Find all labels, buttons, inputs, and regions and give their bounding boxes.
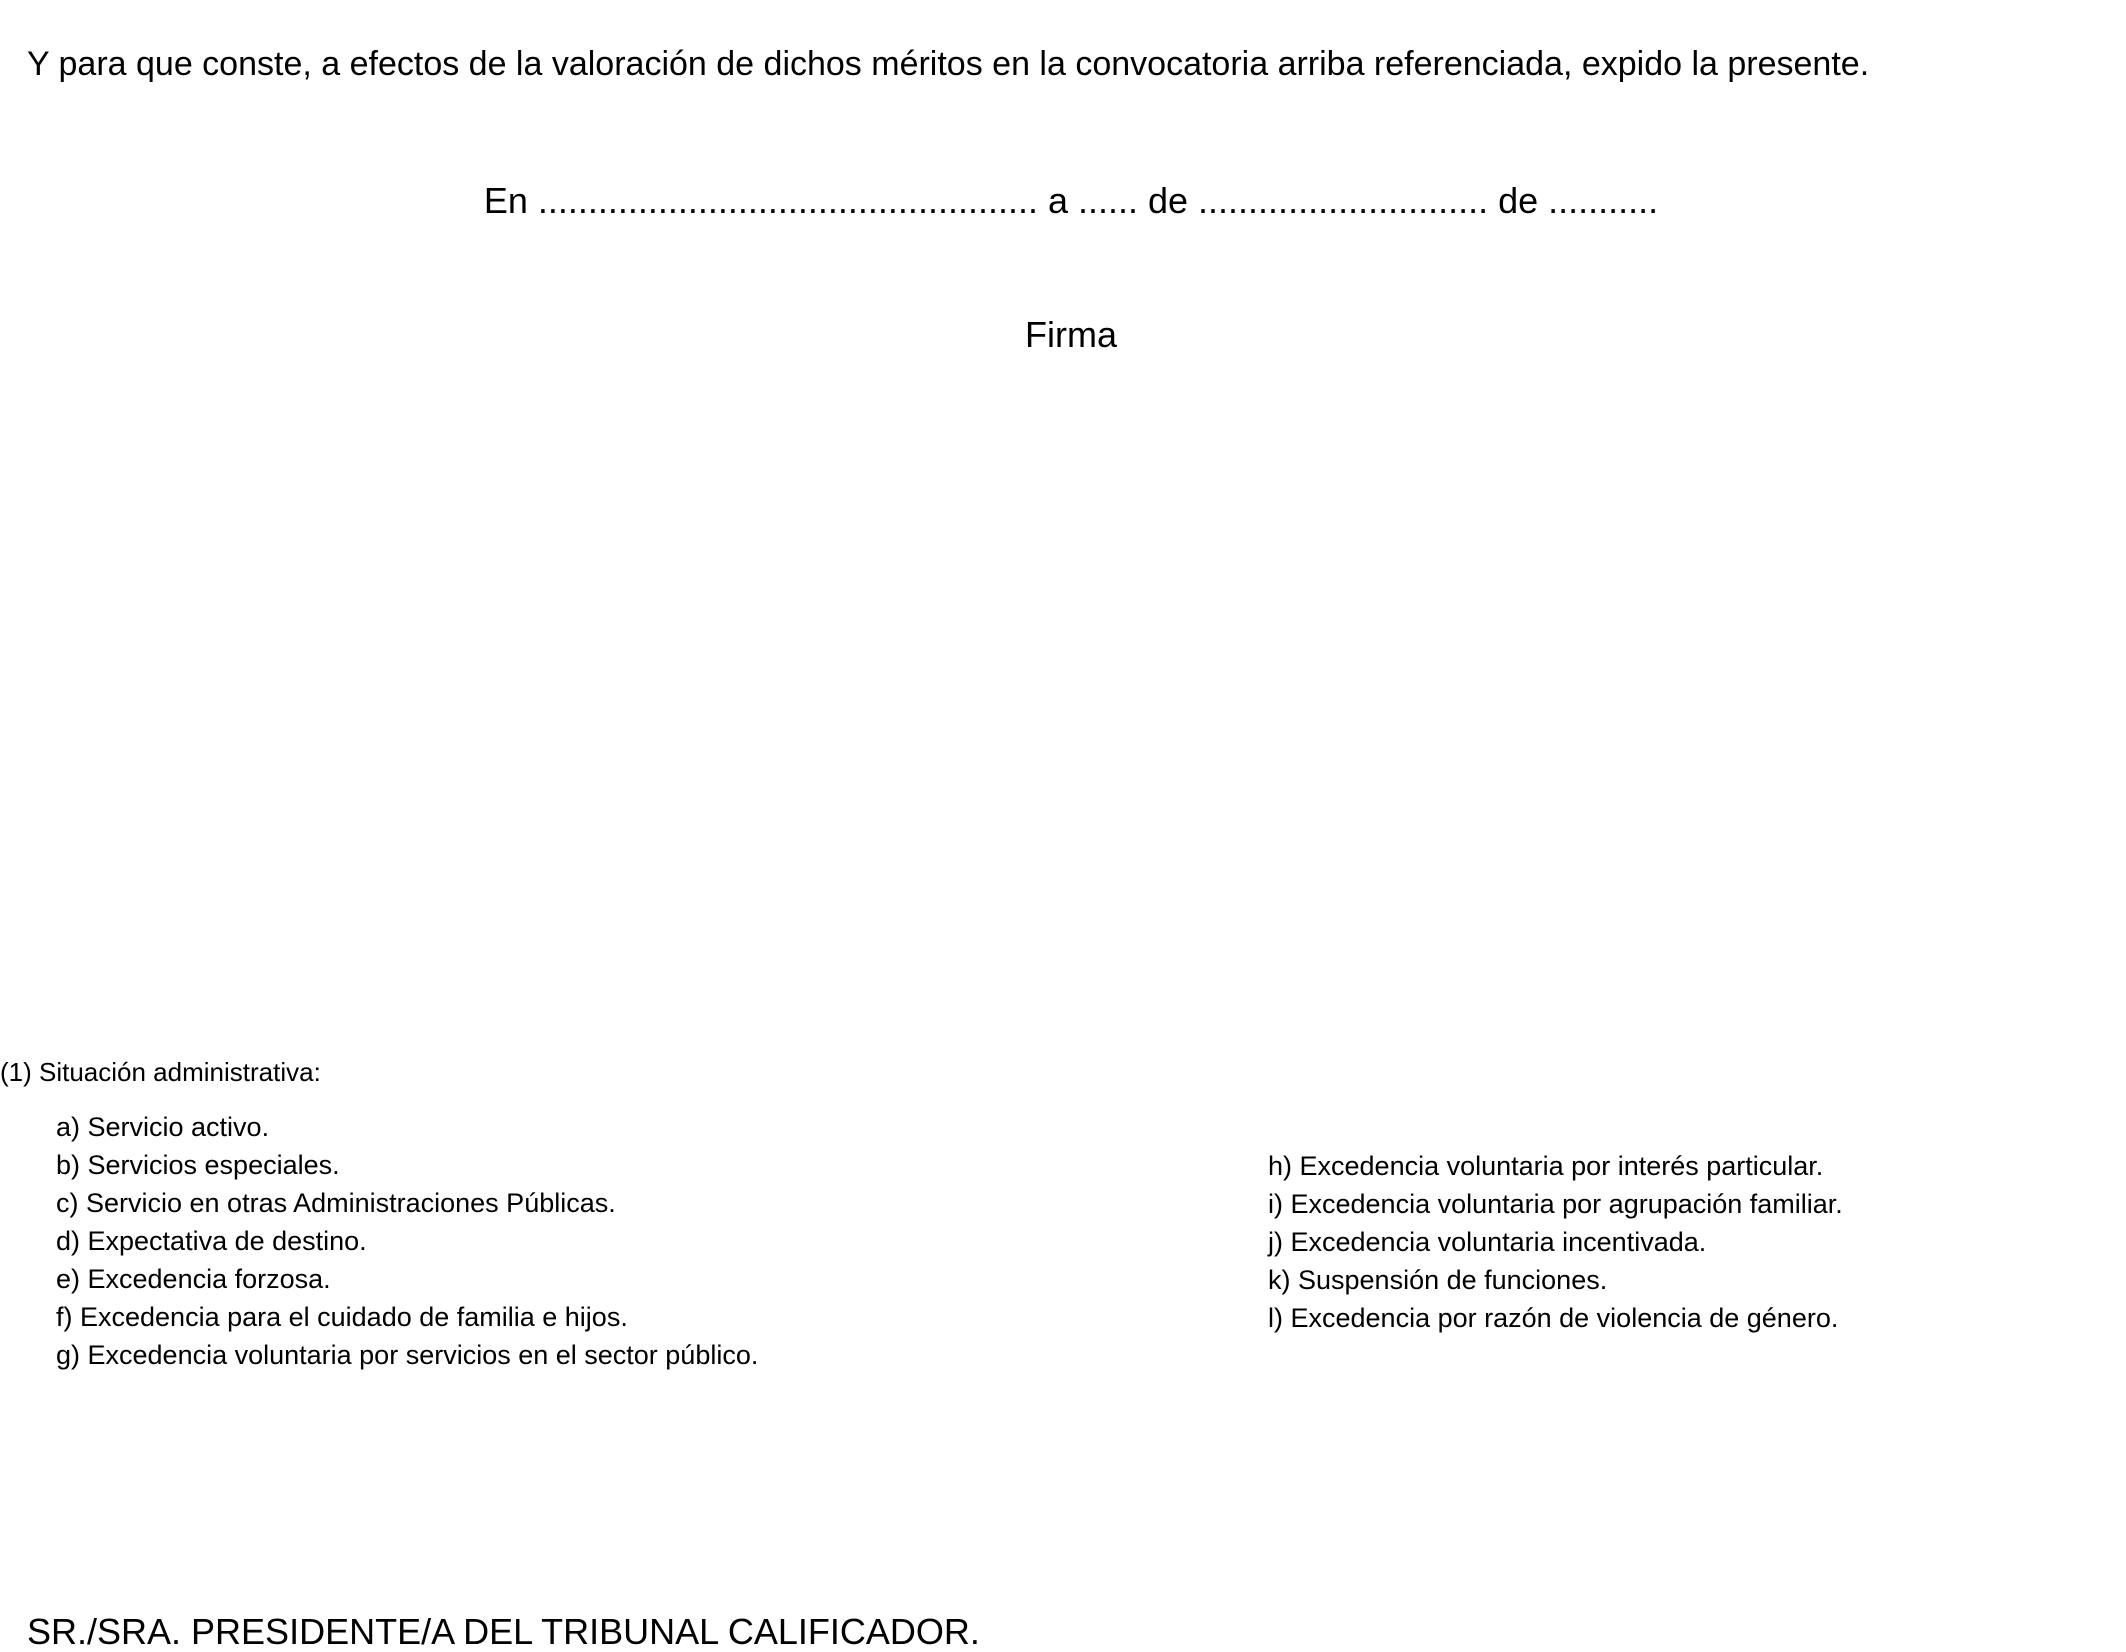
closing-statement: Y para que conste, a efectos de la valoración de dichos méritos en la convocatoria arriba referenciada, expido la presente. xyxy=(27,45,1870,83)
situation-list-right xyxy=(1268,1147,1843,1337)
list-item: l) Excedencia por razón de violencia de género. xyxy=(1268,1303,1839,1333)
signature-label: Firma xyxy=(1025,314,1117,355)
list-item: f) Excedencia para el cuidado de familia e hijos. xyxy=(56,1302,628,1332)
list-item: c) Servicio en otras Administraciones Públicas. xyxy=(56,1188,616,1218)
list-item: i) Excedencia voluntaria por agrupación familiar. xyxy=(1268,1189,1843,1219)
list-item: k) Suspensión de funciones. xyxy=(1268,1265,1608,1295)
list-item: h) Excedencia voluntaria por interés particular. xyxy=(1268,1151,1824,1181)
addressee: SR./SRA. PRESIDENTE/A DEL TRIBUNAL CALIFICADOR. xyxy=(27,1611,980,1652)
list-item: j) Excedencia voluntaria incentivada. xyxy=(1268,1227,1707,1257)
list-item: b) Servicios especiales. xyxy=(56,1150,340,1180)
situation-list-left xyxy=(56,1108,758,1374)
place-date-line: En .................................................. a ...... de ............................. de ........... xyxy=(483,180,1659,221)
list-item: d) Expectativa de destino. xyxy=(56,1226,367,1256)
list-item: e) Excedencia forzosa. xyxy=(56,1264,331,1294)
footnote-title: (1) Situación administrativa: xyxy=(0,1057,321,1087)
list-item: g) Excedencia voluntaria por servicios en el sector público. xyxy=(56,1340,759,1370)
list-item: a) Servicio activo. xyxy=(56,1112,270,1142)
